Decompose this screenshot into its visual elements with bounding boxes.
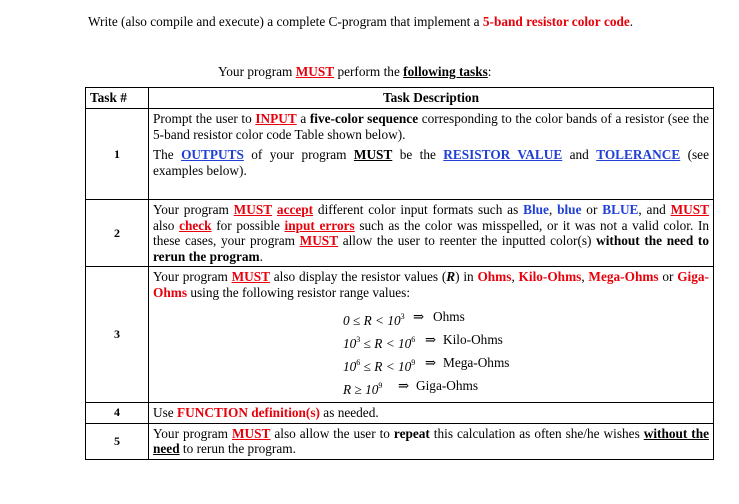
task5-para: Your program MUST also allow the user to repeat this calculation as often she/he wishes without the need to rerun the program. [153, 425, 710, 456]
subtitle-mid: perform the [334, 64, 404, 79]
task-row-4 [86, 403, 714, 424]
range-mega-ohms: $10^6 \le R < 10^9$ ⇒ Mega-Ohms [343, 355, 510, 374]
intro-highlight-cont: code [603, 14, 630, 29]
task-number: 1 [86, 109, 149, 200]
intro-period: . [629, 14, 634, 29]
task-number: 4 [86, 403, 149, 424]
range-giga-ohms: $R \ge 10^9$ ⇒ Giga-Ohms [343, 378, 479, 397]
resistor-range-list [153, 306, 709, 398]
range-unit: Ohms [433, 309, 465, 324]
header-task-description: Task Description [149, 88, 714, 109]
header-task-number: Task # [86, 88, 149, 109]
implies-arrow-icon: ⇒ [413, 309, 425, 324]
task-description [149, 200, 714, 267]
range-kilo-ohms: $10^3 \le R < 10^6$ ⇒ Kilo-Ohms [343, 332, 503, 351]
range-unit: Kilo-Ohms [443, 332, 503, 347]
task-number: 3 [86, 267, 149, 403]
task-row-5 [86, 423, 714, 459]
range-ohms: $0 \le R < 10^3$ ⇒ Ohms [343, 309, 465, 328]
subtitle-must: MUST [295, 64, 335, 79]
task-table [85, 87, 714, 460]
implies-arrow-icon: ⇒ [398, 378, 410, 393]
task-description [149, 267, 714, 403]
implies-arrow-icon: ⇒ [425, 355, 437, 370]
table-header-row [86, 88, 714, 109]
task-description [149, 109, 714, 200]
task-number: 5 [86, 423, 149, 459]
intro-text: Write (also compile and execute) a complete C-program that implement a [88, 14, 483, 29]
range-unit: Mega-Ohms [443, 355, 510, 370]
assignment-intro [88, 13, 688, 30]
subtitle-colon: : [487, 64, 492, 79]
task-description [149, 403, 714, 424]
task-row-3 [86, 267, 714, 403]
subtitle-tasks: following tasks [403, 64, 488, 79]
subtitle-text: Your program [218, 64, 296, 79]
range-unit: Giga-Ohms [416, 378, 479, 393]
task4-para: Use FUNCTION definition(s) as needed. [153, 405, 379, 420]
tasks-subtitle [218, 63, 491, 80]
implies-arrow-icon: ⇒ [425, 332, 437, 347]
task2-para: Your program MUST accept different color input formats such as Blue, blue or BLUE, and MUST also check for possible input errors such as the color was misspelled, or it was not a valid color. In these cases, your program MUST allow the user to reenter the inputted color(s) without the need to rerun the program. [153, 202, 710, 264]
task1-para1: Prompt the user to INPUT a five-color sequence corresponding to the color bands of a resistor (see the 5-band resistor color code Table shown below). [153, 111, 709, 142]
task3-para: Your program MUST also display the resistor values (R) in Ohms, Kilo-Ohms, Mega-Ohms or Giga-Ohms using the following resistor range values: [153, 269, 709, 300]
intro-highlight: 5-band resistor color [482, 14, 601, 29]
task-row-2 [86, 200, 714, 267]
task-row-1 [86, 109, 714, 200]
task-description [149, 423, 714, 459]
task-number: 2 [86, 200, 149, 267]
task1-para2: The OUTPUTS of your program MUST be the RESISTOR VALUE and TOLERANCE (see examples below). [153, 147, 709, 178]
